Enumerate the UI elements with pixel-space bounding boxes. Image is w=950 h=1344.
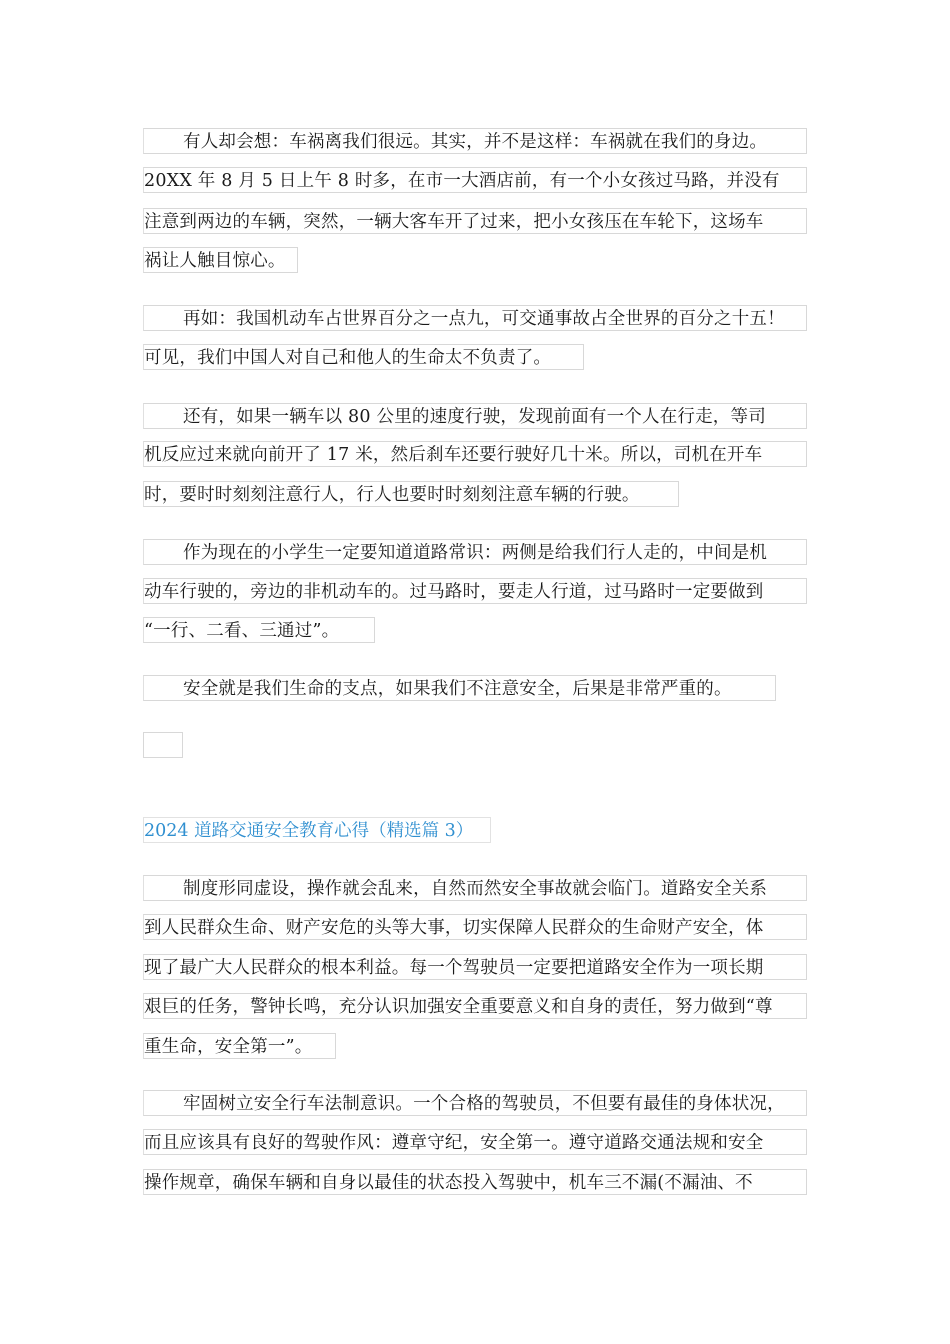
paragraph-line: 到人民群众生命、财产安危的头等大事，切实保障人民群众的生命财产安全，体	[143, 914, 807, 940]
paragraph-line: 制度形同虚设，操作就会乱来，自然而然安全事故就会临门。道路安全关系	[143, 875, 807, 901]
paragraph-line: 操作规章，确保车辆和自身以最佳的状态投入驾驶中，机车三不漏(不漏油、不	[143, 1169, 807, 1195]
paragraph-line: 可见，我们中国人对自己和他人的生命太不负责了。	[143, 344, 584, 370]
paragraph-line: 再如：我国机动车占世界百分之一点九，可交通事故占全世界的百分之十五！	[143, 305, 807, 331]
paragraph-line: 时，要时时刻刻注意行人，行人也要时时刻刻注意车辆的行驶。	[143, 481, 679, 507]
paragraph-line: 注意到两边的车辆，突然，一辆大客车开了过来，把小女孩压在车轮下，这场车	[143, 208, 807, 234]
paragraph-line: 祸让人触目惊心。	[143, 247, 298, 273]
paragraph-line: 还有，如果一辆车以 80 公里的速度行驶，发现前面有一个人在行走，等司	[143, 403, 807, 429]
paragraph-line: “一行、二看、三通过”。	[143, 617, 375, 643]
paragraph-line: 现了最广大人民群众的根本利益。每一个驾驶员一定要把道路安全作为一项长期	[143, 954, 807, 980]
paragraph-line: 安全就是我们生命的支点，如果我们不注意安全，后果是非常严重的。	[143, 675, 776, 701]
paragraph-line: 艰巨的任务，警钟长鸣，充分认识加强安全重要意义和自身的责任，努力做到“尊	[143, 993, 807, 1019]
paragraph-line: 重生命，安全第一”。	[143, 1033, 336, 1059]
paragraph-line: 动车行驶的，旁边的非机动车的。过马路时，要走人行道，过马路时一定要做到	[143, 578, 807, 604]
paragraph-line: 牢固树立安全行车法制意识。一个合格的驾驶员，不但要有最佳的身体状况，	[143, 1090, 807, 1116]
empty-paragraph-box	[143, 732, 183, 758]
paragraph-line: 20XX 年 8 月 5 日上午 8 时多，在市一大酒店前，有一个小女孩过马路，并没有	[143, 167, 807, 193]
paragraph-line: 机反应过来就向前开了 17 米，然后刹车还要行驶好几十米。所以，司机在开车	[143, 441, 807, 467]
paragraph-line: 而且应该具有良好的驾驶作风：遵章守纪，安全第一。遵守道路交通法规和安全	[143, 1129, 807, 1155]
paragraph-line: 作为现在的小学生一定要知道道路常识：两侧是给我们行人走的，中间是机	[143, 539, 807, 565]
paragraph-line: 有人却会想：车祸离我们很远。其实，并不是这样：车祸就在我们的身边。	[143, 128, 807, 154]
section-heading: 2024 道路交通安全教育心得（精选篇 3）	[143, 817, 491, 843]
